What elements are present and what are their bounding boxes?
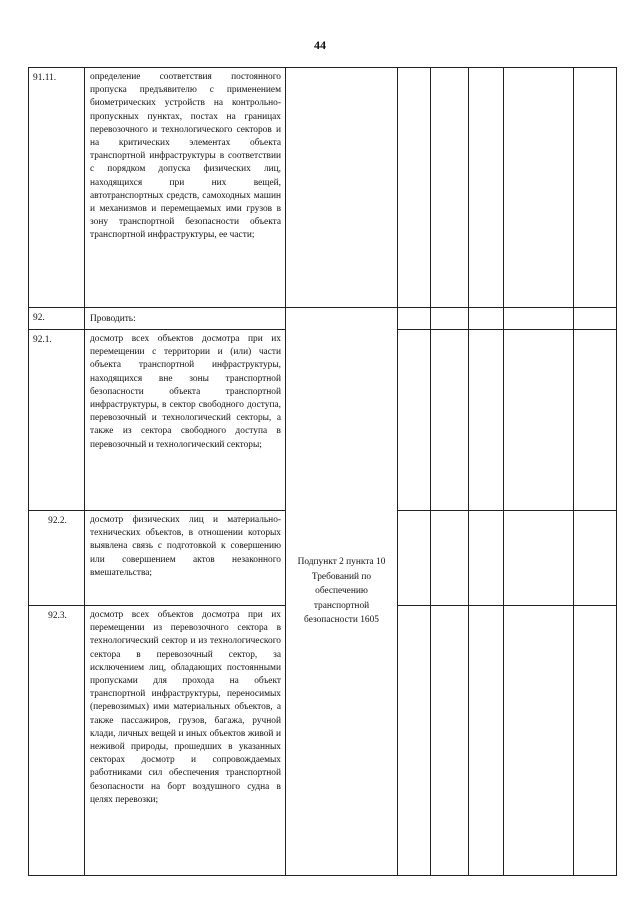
row-text: досмотр всех объектов досмотра при их перемещении с территории и (или) части объекта транспортной инфраструктуры, находящихся вне зоны транспортной безопасности объекта транспортной инфраструктуры, в сектор свободного доступа, перевозочный и технологический секторы, а также из сектора свободного доступа в перевозочный и технологический секторы; bbox=[85, 330, 286, 511]
empty-cell bbox=[431, 330, 469, 511]
row-number: 92.1. bbox=[29, 330, 85, 511]
row-text: досмотр всех объектов досмотра при их перемещении из перевозочного сектора в технологический сектор и из технологического сектора в перевозочный сектор, за исключением лиц, обладающих постоянными пропусками для прохода на объект транспортной инфраструктуры, переносимых (перевозимых) ими материальных объектов, а также пассажиров, грузов, багажа, ручной клади, личных вещей и иных объектов живой и неживой природы, прошедших в указанных секторах досмотр и сопровождаемых работниками сил обеспечения транспортной безопасности на борт воздушного судна в целях перевозки; bbox=[85, 606, 286, 876]
empty-cell bbox=[431, 511, 469, 606]
empty-cell bbox=[469, 330, 504, 511]
empty-cell bbox=[469, 308, 504, 330]
empty-cell bbox=[398, 308, 431, 330]
row-number: 91.11. bbox=[29, 68, 85, 308]
empty-cell bbox=[504, 68, 574, 308]
empty-cell bbox=[431, 68, 469, 308]
empty-cell bbox=[504, 330, 574, 511]
reference-cell-empty bbox=[286, 68, 398, 308]
row-text: досмотр физических лиц и материально-технических объектов, в отношении которых выявлена связь с подготовкой к совершению или совершением актов незаконного вмешательства; bbox=[85, 511, 286, 606]
table-row bbox=[29, 68, 617, 308]
empty-cell bbox=[504, 308, 574, 330]
empty-cell bbox=[574, 330, 617, 511]
table-row bbox=[29, 308, 617, 330]
empty-cell bbox=[469, 511, 504, 606]
row-text: определение соответствия постоянного пропуска предъявителю с применением биометрических устройств на контрольно-пропускных пунктах, постах на границах перевозочного и технологического секторов и на критических элементах объекта транспортной инфраструктуры в соответствии с порядком допуска физических лиц, находящихся при них вещей, автотранспортных средств, самоходных машин и механизмов и перемещаемых ими грузов в зону транспортной безопасности объекта транспортной инфраструктуры, ее части; bbox=[85, 68, 286, 308]
empty-cell bbox=[431, 606, 469, 876]
row-number: 92.3. bbox=[29, 606, 85, 876]
empty-cell bbox=[504, 606, 574, 876]
reference-cell: Подпункт 2 пункта 10 Требований по обеспечению транспортной безопасности 1605 bbox=[286, 308, 398, 876]
empty-cell bbox=[469, 606, 504, 876]
empty-cell bbox=[574, 308, 617, 330]
empty-cell bbox=[398, 511, 431, 606]
empty-cell bbox=[574, 511, 617, 606]
empty-cell bbox=[574, 68, 617, 308]
empty-cell bbox=[469, 68, 504, 308]
page-number: 44 bbox=[314, 38, 326, 52]
empty-cell bbox=[398, 330, 431, 511]
empty-cell bbox=[398, 68, 431, 308]
row-number: 92. bbox=[29, 308, 85, 330]
empty-cell bbox=[574, 606, 617, 876]
empty-cell bbox=[504, 511, 574, 606]
row-number: 92.2. bbox=[29, 511, 85, 606]
row-text: Проводить: bbox=[85, 308, 286, 330]
requirements-table bbox=[28, 67, 617, 876]
empty-cell bbox=[398, 606, 431, 876]
empty-cell bbox=[431, 308, 469, 330]
